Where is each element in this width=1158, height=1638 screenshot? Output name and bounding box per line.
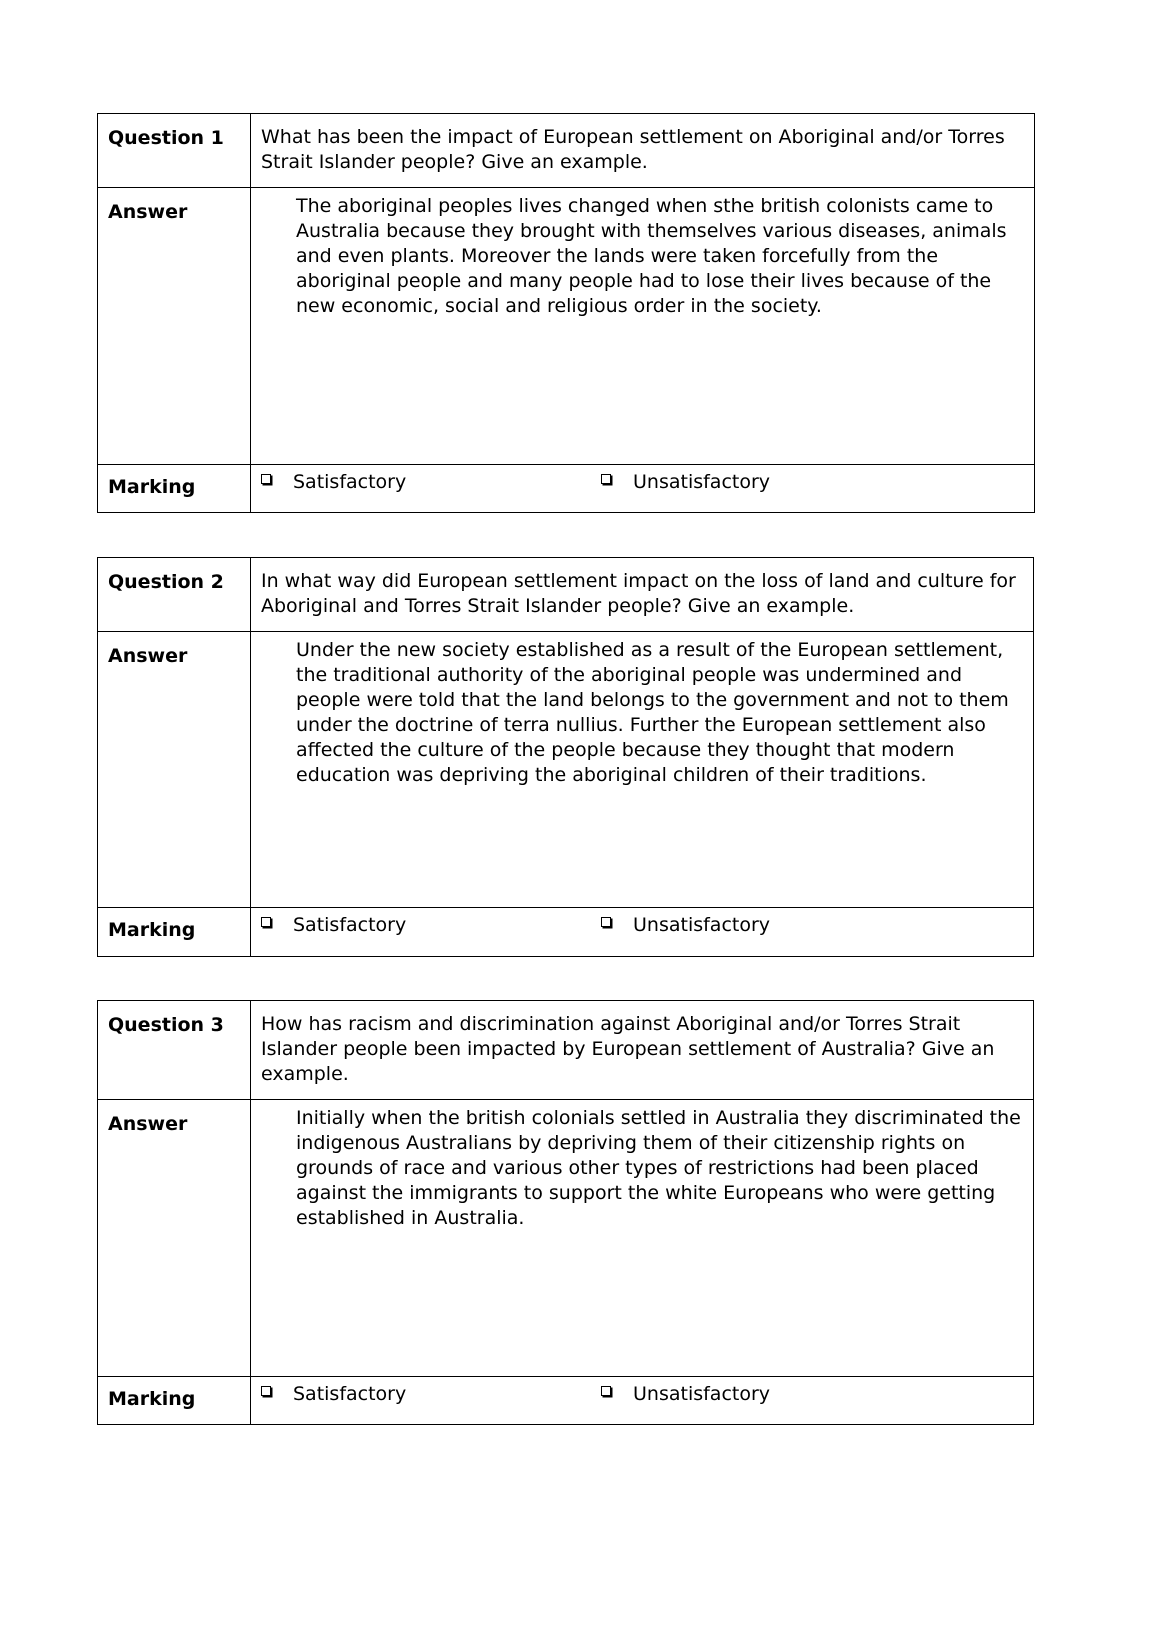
answer-text: Under the new society established as a result of the European settlement, the traditional authority of the aboriginal people was undermined and people were told that the land belongs to the government and not to them under the doctrine of terra nullius. Further the European settlement also affected the culture of the people because they thought that modern education was depriving the aboriginal children of their traditions.: [251, 632, 1034, 908]
marking-label: Marking: [98, 1377, 251, 1425]
answer-label: Answer: [98, 1100, 251, 1377]
unsatisfactory-option[interactable]: [601, 1382, 770, 1407]
checkbox-icon[interactable]: [601, 474, 611, 484]
answer-text: Initially when the british colonials settled in Australia they discriminated the indigenous Australians by depriving them of their citizenship rights on grounds of race and various other types of restrictions had been placed against the immigrants to support the white Europeans who were getting established in Australia.: [251, 1100, 1034, 1377]
checkbox-icon[interactable]: [261, 917, 271, 927]
satisfactory-label: Satisfactory: [293, 1383, 407, 1405]
checkbox-icon[interactable]: [261, 1386, 271, 1396]
marking-options: [251, 1377, 1034, 1425]
marking-label: Marking: [98, 908, 251, 957]
question-text: How has racism and discrimination against Aboriginal and/or Torres Strait Islander people been impacted by European settlement of Australia? Give an example.: [251, 1001, 1034, 1100]
question-table-1: [97, 113, 1035, 513]
satisfactory-label: Satisfactory: [293, 471, 407, 493]
unsatisfactory-label: Unsatisfactory: [633, 1383, 771, 1405]
satisfactory-option[interactable]: [261, 913, 406, 938]
marking-label: Marking: [98, 465, 251, 513]
question-text: In what way did European settlement impact on the loss of land and culture for Aboriginal and Torres Strait Islander people? Give an example.: [251, 558, 1034, 632]
unsatisfactory-option[interactable]: [601, 470, 770, 495]
unsatisfactory-option[interactable]: [601, 913, 770, 938]
question-table-2: [97, 557, 1034, 957]
unsatisfactory-label: Unsatisfactory: [633, 471, 771, 493]
answer-label: Answer: [98, 632, 251, 908]
question-table-3: [97, 1000, 1034, 1425]
question-label: Question 3: [98, 1001, 251, 1100]
satisfactory-option[interactable]: [261, 1382, 406, 1407]
satisfactory-label: Satisfactory: [293, 914, 407, 936]
question-label: Question 2: [98, 558, 251, 632]
unsatisfactory-label: Unsatisfactory: [633, 914, 771, 936]
checkbox-icon[interactable]: [601, 917, 611, 927]
answer-label: Answer: [98, 188, 251, 465]
question-text: What has been the impact of European settlement on Aboriginal and/or Torres Strait Islander people? Give an example.: [251, 114, 1035, 188]
marking-options: [251, 908, 1034, 957]
checkbox-icon[interactable]: [261, 474, 271, 484]
answer-text: The aboriginal peoples lives changed when sthe british colonists came to Australia because they brought with themselves various diseases, animals and even plants. Moreover the lands were taken forcefully from the aboriginal people and many people had to lose their lives because of the new economic, social and religious order in the society.: [251, 188, 1035, 465]
checkbox-icon[interactable]: [601, 1386, 611, 1396]
marking-options: [251, 465, 1035, 513]
satisfactory-option[interactable]: [261, 470, 406, 495]
question-label: Question 1: [98, 114, 251, 188]
